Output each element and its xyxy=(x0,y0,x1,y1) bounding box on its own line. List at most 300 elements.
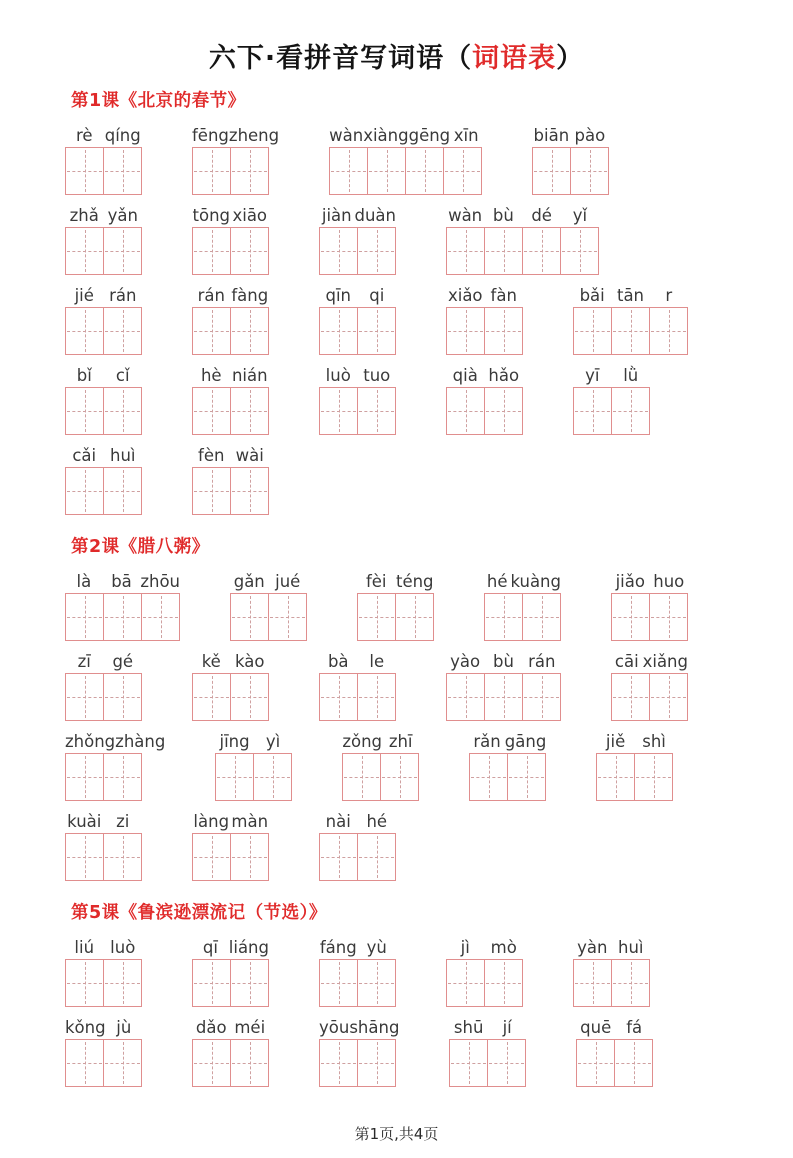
pinyin-syllable: cǎi xyxy=(72,445,97,465)
writing-box xyxy=(319,673,358,721)
pinyin-syllable: gǎn xyxy=(233,571,265,591)
writing-boxes xyxy=(342,753,419,801)
pinyin-syllable: bǎi xyxy=(579,285,605,305)
pinyin-row xyxy=(573,282,688,307)
writing-box xyxy=(192,387,231,435)
pinyin-row xyxy=(357,568,434,593)
pinyin-row xyxy=(446,202,599,227)
writing-boxes xyxy=(611,673,688,721)
pinyin-syllable: bà xyxy=(327,651,349,671)
pinyin-syllable: yì xyxy=(265,731,281,751)
pinyin-syllable: là xyxy=(76,571,92,591)
writing-box xyxy=(103,833,142,881)
pinyin-syllable: bǐ xyxy=(76,365,92,385)
writing-box xyxy=(357,387,396,435)
writing-boxes xyxy=(532,147,609,195)
writing-box xyxy=(573,959,612,1007)
writing-boxes xyxy=(469,753,546,801)
pinyin-syllable: cǐ xyxy=(115,365,130,385)
word-group xyxy=(446,362,523,435)
pinyin-syllable: luò xyxy=(325,365,351,385)
pinyin-syllable: duàn xyxy=(354,205,396,225)
writing-box xyxy=(65,673,104,721)
pinyin-row xyxy=(192,934,269,959)
pinyin-syllable: kě xyxy=(201,651,221,671)
word-group xyxy=(532,122,609,195)
pinyin-row xyxy=(65,362,142,387)
writing-boxes xyxy=(215,753,292,801)
word-group xyxy=(192,282,269,355)
writing-boxes xyxy=(192,227,269,275)
pinyin-row xyxy=(215,728,292,753)
pinyin-syllable: fáng xyxy=(319,937,357,957)
pinyin-row xyxy=(65,1014,142,1039)
pinyin-syllable: dé xyxy=(531,205,552,225)
pinyin-row xyxy=(532,122,609,147)
writing-box xyxy=(357,1039,396,1087)
writing-box xyxy=(192,673,231,721)
word-group xyxy=(573,282,688,355)
writing-boxes xyxy=(65,387,142,435)
pinyin-row xyxy=(596,728,673,753)
writing-boxes xyxy=(192,467,269,515)
writing-box xyxy=(446,959,485,1007)
writing-box xyxy=(230,959,269,1007)
lesson-section xyxy=(65,533,773,881)
section-title: 第2课《腊八粥》 xyxy=(71,537,210,557)
pinyin-row xyxy=(469,728,546,753)
pinyin-syllable: kuài xyxy=(67,811,102,831)
word-group xyxy=(484,568,561,641)
pinyin-row xyxy=(192,282,269,307)
writing-boxes xyxy=(65,307,142,355)
pinyin-syllable: kuàng xyxy=(510,571,561,591)
writing-boxes xyxy=(611,593,688,641)
pinyin-row xyxy=(65,648,142,673)
writing-box xyxy=(446,227,485,275)
word-group xyxy=(319,648,396,721)
writing-box xyxy=(103,753,142,801)
page-title xyxy=(0,36,793,75)
writing-boxes xyxy=(319,227,396,275)
writing-box xyxy=(230,387,269,435)
writing-box xyxy=(649,673,688,721)
writing-box xyxy=(446,673,485,721)
pinyin-syllable: yào xyxy=(450,651,481,671)
writing-box xyxy=(532,147,571,195)
writing-boxes xyxy=(573,959,650,1007)
writing-box xyxy=(319,227,358,275)
pinyin-syllable: yǐ xyxy=(572,205,588,225)
writing-box xyxy=(230,1039,269,1087)
pinyin-row xyxy=(319,202,396,227)
writing-box xyxy=(215,753,254,801)
pinyin-syllable: jié xyxy=(74,285,94,305)
word-group xyxy=(357,568,434,641)
pinyin-row xyxy=(576,1014,653,1039)
writing-box xyxy=(319,1039,358,1087)
writing-box xyxy=(103,467,142,515)
word-group xyxy=(192,1014,269,1087)
writing-box xyxy=(522,593,561,641)
writing-boxes xyxy=(357,593,434,641)
pinyin-row xyxy=(319,362,396,387)
word-row xyxy=(65,934,773,1007)
writing-box xyxy=(449,1039,488,1087)
word-row xyxy=(65,1014,773,1087)
sections xyxy=(0,87,793,1087)
pinyin-syllable: fàn xyxy=(490,285,517,305)
writing-box xyxy=(446,307,485,355)
word-group xyxy=(65,808,142,881)
pinyin-syllable: yǎn xyxy=(107,205,138,225)
pinyin-syllable: hǎo xyxy=(488,365,520,385)
writing-box xyxy=(611,593,650,641)
pinyin-syllable: yàn xyxy=(577,937,608,957)
writing-box xyxy=(192,307,231,355)
writing-box xyxy=(560,227,599,275)
writing-box xyxy=(230,307,269,355)
word-group xyxy=(65,362,142,435)
writing-boxes xyxy=(230,593,307,641)
pinyin-syllable: zī xyxy=(77,651,91,671)
pinyin-syllable: xiǎng xyxy=(642,651,688,671)
word-group xyxy=(342,728,419,801)
pinyin-syllable: làng xyxy=(193,811,230,831)
pinyin-row xyxy=(319,1014,399,1039)
writing-box xyxy=(103,673,142,721)
word-group xyxy=(192,934,269,1007)
word-group xyxy=(192,122,279,195)
writing-box xyxy=(192,1039,231,1087)
pinyin-row xyxy=(192,122,279,147)
writing-box xyxy=(446,387,485,435)
word-row xyxy=(65,728,773,801)
writing-boxes xyxy=(65,959,142,1007)
writing-boxes xyxy=(65,227,142,275)
pinyin-syllable: kǒng xyxy=(65,1017,106,1037)
pinyin-syllable: luò xyxy=(110,937,136,957)
pinyin-syllable: zhàng xyxy=(115,731,166,751)
pinyin-syllable: fèi xyxy=(365,571,387,591)
word-group xyxy=(446,202,599,275)
word-group xyxy=(596,728,673,801)
pinyin-syllable: rán xyxy=(197,285,225,305)
writing-box xyxy=(570,147,609,195)
pinyin-syllable: pào xyxy=(574,125,606,145)
pinyin-syllable: zǒng xyxy=(342,731,383,751)
writing-box xyxy=(611,673,650,721)
word-group xyxy=(192,202,269,275)
pinyin-row xyxy=(65,568,180,593)
writing-box xyxy=(192,833,231,881)
writing-box xyxy=(395,593,434,641)
writing-box xyxy=(614,1039,653,1087)
pinyin-row xyxy=(446,648,561,673)
page-title-suffix: ） xyxy=(556,43,585,74)
pinyin-syllable: jiě xyxy=(605,731,626,751)
word-row xyxy=(65,122,773,195)
word-group xyxy=(319,362,396,435)
pinyin-row xyxy=(611,648,688,673)
writing-box xyxy=(329,147,368,195)
pinyin-syllable: nián xyxy=(231,365,268,385)
pinyin-row xyxy=(446,362,523,387)
pinyin-row xyxy=(192,1014,269,1039)
word-group xyxy=(611,648,688,721)
writing-boxes xyxy=(319,833,396,881)
writing-boxes xyxy=(329,147,482,195)
writing-boxes xyxy=(192,147,279,195)
writing-box xyxy=(253,753,292,801)
pinyin-syllable: qī xyxy=(202,937,218,957)
writing-box xyxy=(596,753,635,801)
word-group xyxy=(446,282,523,355)
pinyin-syllable: zi xyxy=(116,811,130,831)
pinyin-row xyxy=(65,202,142,227)
pinyin-syllable: mò xyxy=(490,937,517,957)
writing-boxes xyxy=(192,307,269,355)
writing-box xyxy=(357,673,396,721)
writing-boxes xyxy=(65,593,180,641)
pinyin-syllable: gé xyxy=(112,651,134,671)
page-title-highlight: 词语表 xyxy=(472,43,557,74)
pinyin-syllable: zhǎ xyxy=(69,205,99,225)
word-row xyxy=(65,808,773,881)
pinyin-syllable: le xyxy=(369,651,385,671)
writing-boxes xyxy=(573,307,688,355)
pinyin-syllable: qi xyxy=(369,285,385,305)
pinyin-syllable: zheng xyxy=(228,125,280,145)
writing-boxes xyxy=(319,673,396,721)
pinyin-row xyxy=(192,362,269,387)
pinyin-syllable: kào xyxy=(235,651,265,671)
pinyin-row xyxy=(65,442,142,467)
writing-box xyxy=(357,227,396,275)
pinyin-syllable: tōng xyxy=(192,205,230,225)
writing-boxes xyxy=(319,1039,399,1087)
writing-box xyxy=(573,387,612,435)
section-title: 第1课《北京的春节》 xyxy=(71,91,246,111)
pinyin-row xyxy=(65,728,165,753)
writing-box xyxy=(65,147,104,195)
pinyin-syllable: huì xyxy=(110,445,136,465)
writing-boxes xyxy=(192,387,269,435)
writing-box xyxy=(487,1039,526,1087)
pinyin-syllable: jué xyxy=(275,571,301,591)
writing-boxes xyxy=(484,593,561,641)
word-row xyxy=(65,362,773,435)
pinyin-syllable: yōu xyxy=(319,1017,350,1037)
writing-boxes xyxy=(446,227,599,275)
pinyin-syllable: quē xyxy=(580,1017,612,1037)
writing-boxes xyxy=(319,959,396,1007)
pinyin-syllable: xīn xyxy=(453,125,479,145)
writing-box xyxy=(103,227,142,275)
pinyin-syllable: rán xyxy=(528,651,556,671)
writing-boxes xyxy=(192,1039,269,1087)
pinyin-row xyxy=(449,1014,526,1039)
writing-box xyxy=(319,833,358,881)
pinyin-syllable: tuo xyxy=(363,365,391,385)
pinyin-syllable: dǎo xyxy=(195,1017,227,1037)
pinyin-row xyxy=(573,362,650,387)
pinyin-syllable: liú xyxy=(74,937,95,957)
writing-box xyxy=(573,307,612,355)
writing-boxes xyxy=(319,307,396,355)
word-row xyxy=(65,648,773,721)
pinyin-row xyxy=(192,648,269,673)
word-group xyxy=(319,202,396,275)
pinyin-row xyxy=(446,282,523,307)
writing-box xyxy=(507,753,546,801)
writing-boxes xyxy=(446,673,561,721)
writing-box xyxy=(268,593,307,641)
pinyin-row xyxy=(319,648,396,673)
writing-box xyxy=(192,959,231,1007)
word-group xyxy=(192,808,269,881)
writing-box xyxy=(230,593,269,641)
writing-boxes xyxy=(319,387,396,435)
word-group xyxy=(319,934,396,1007)
word-group xyxy=(446,648,561,721)
pinyin-syllable: yī xyxy=(585,365,600,385)
word-group xyxy=(576,1014,653,1087)
pinyin-syllable: méi xyxy=(234,1017,266,1037)
writing-box xyxy=(103,307,142,355)
pinyin-row xyxy=(230,568,307,593)
writing-boxes xyxy=(192,959,269,1007)
pinyin-row xyxy=(192,808,269,833)
writing-box xyxy=(230,467,269,515)
writing-box xyxy=(230,147,269,195)
writing-boxes xyxy=(576,1039,653,1087)
pinyin-syllable: wàn xyxy=(329,125,364,145)
pinyin-syllable: fá xyxy=(626,1017,643,1037)
writing-box xyxy=(357,833,396,881)
word-group xyxy=(230,568,307,641)
pinyin-syllable: r xyxy=(665,285,673,305)
pinyin-row xyxy=(65,934,142,959)
pinyin-syllable: biān xyxy=(533,125,570,145)
writing-box xyxy=(192,467,231,515)
pinyin-syllable: fēng xyxy=(192,125,229,145)
pinyin-syllable: xiǎo xyxy=(447,285,483,305)
writing-box xyxy=(65,307,104,355)
word-group xyxy=(192,442,269,515)
pinyin-syllable: bù xyxy=(493,651,514,671)
writing-boxes xyxy=(65,467,142,515)
pinyin-syllable: màn xyxy=(231,811,269,831)
word-group xyxy=(65,1014,142,1087)
writing-boxes xyxy=(446,387,523,435)
writing-box xyxy=(522,227,561,275)
pinyin-row xyxy=(611,568,688,593)
pinyin-syllable: huì xyxy=(618,937,644,957)
pinyin-syllable: shū xyxy=(453,1017,484,1037)
pinyin-syllable: téng xyxy=(395,571,434,591)
writing-box xyxy=(141,593,180,641)
word-group xyxy=(65,202,142,275)
pinyin-syllable: zhōu xyxy=(140,571,181,591)
writing-box xyxy=(319,387,358,435)
pinyin-syllable: qià xyxy=(452,365,478,385)
writing-box xyxy=(484,673,523,721)
writing-box xyxy=(342,753,381,801)
writing-box xyxy=(357,307,396,355)
writing-boxes xyxy=(573,387,650,435)
writing-boxes xyxy=(596,753,673,801)
writing-box xyxy=(230,227,269,275)
pinyin-syllable: shì xyxy=(642,731,666,751)
pinyin-syllable: wài xyxy=(235,445,264,465)
writing-boxes xyxy=(65,1039,142,1087)
pinyin-syllable: jì xyxy=(460,937,470,957)
pinyin-syllable: huo xyxy=(653,571,685,591)
writing-box xyxy=(319,959,358,1007)
pinyin-row xyxy=(319,282,396,307)
word-group xyxy=(611,568,688,641)
pinyin-syllable: xiàng xyxy=(363,125,409,145)
lesson-section xyxy=(65,899,773,1087)
writing-box xyxy=(649,307,688,355)
writing-box xyxy=(103,147,142,195)
writing-boxes xyxy=(192,673,269,721)
word-group xyxy=(329,122,482,195)
pinyin-syllable: rǎn xyxy=(473,731,501,751)
writing-box xyxy=(357,593,396,641)
word-group xyxy=(65,282,142,355)
pinyin-row xyxy=(192,442,269,467)
writing-box xyxy=(576,1039,615,1087)
word-group xyxy=(65,648,142,721)
pinyin-syllable: zhǒng xyxy=(65,731,116,751)
writing-box xyxy=(103,1039,142,1087)
pinyin-row xyxy=(192,202,269,227)
pinyin-syllable: qīn xyxy=(325,285,351,305)
pinyin-syllable: zhī xyxy=(388,731,413,751)
writing-box xyxy=(65,467,104,515)
writing-box xyxy=(230,673,269,721)
writing-box xyxy=(103,593,142,641)
writing-box xyxy=(484,593,523,641)
writing-box xyxy=(522,673,561,721)
page-title-text: 六下·看拼音写词语（ xyxy=(208,43,473,74)
pinyin-syllable: cāi xyxy=(614,651,639,671)
writing-boxes xyxy=(449,1039,526,1087)
writing-box xyxy=(65,227,104,275)
writing-box xyxy=(65,833,104,881)
word-row xyxy=(65,442,773,515)
pinyin-row xyxy=(65,282,142,307)
writing-box xyxy=(65,753,104,801)
section-title: 第5课《鲁滨逊漂流记（节选）》 xyxy=(71,903,327,923)
pinyin-row xyxy=(319,934,396,959)
pinyin-syllable: yù xyxy=(366,937,387,957)
writing-box xyxy=(380,753,419,801)
writing-boxes xyxy=(65,673,142,721)
writing-box xyxy=(103,959,142,1007)
pinyin-row xyxy=(342,728,419,753)
word-group xyxy=(65,442,142,515)
pinyin-row xyxy=(446,934,523,959)
writing-boxes xyxy=(65,753,165,801)
pinyin-syllable: hé xyxy=(366,811,388,831)
pinyin-syllable: xiāo xyxy=(232,205,268,225)
writing-box xyxy=(469,753,508,801)
pinyin-row xyxy=(329,122,482,147)
writing-box xyxy=(611,307,650,355)
